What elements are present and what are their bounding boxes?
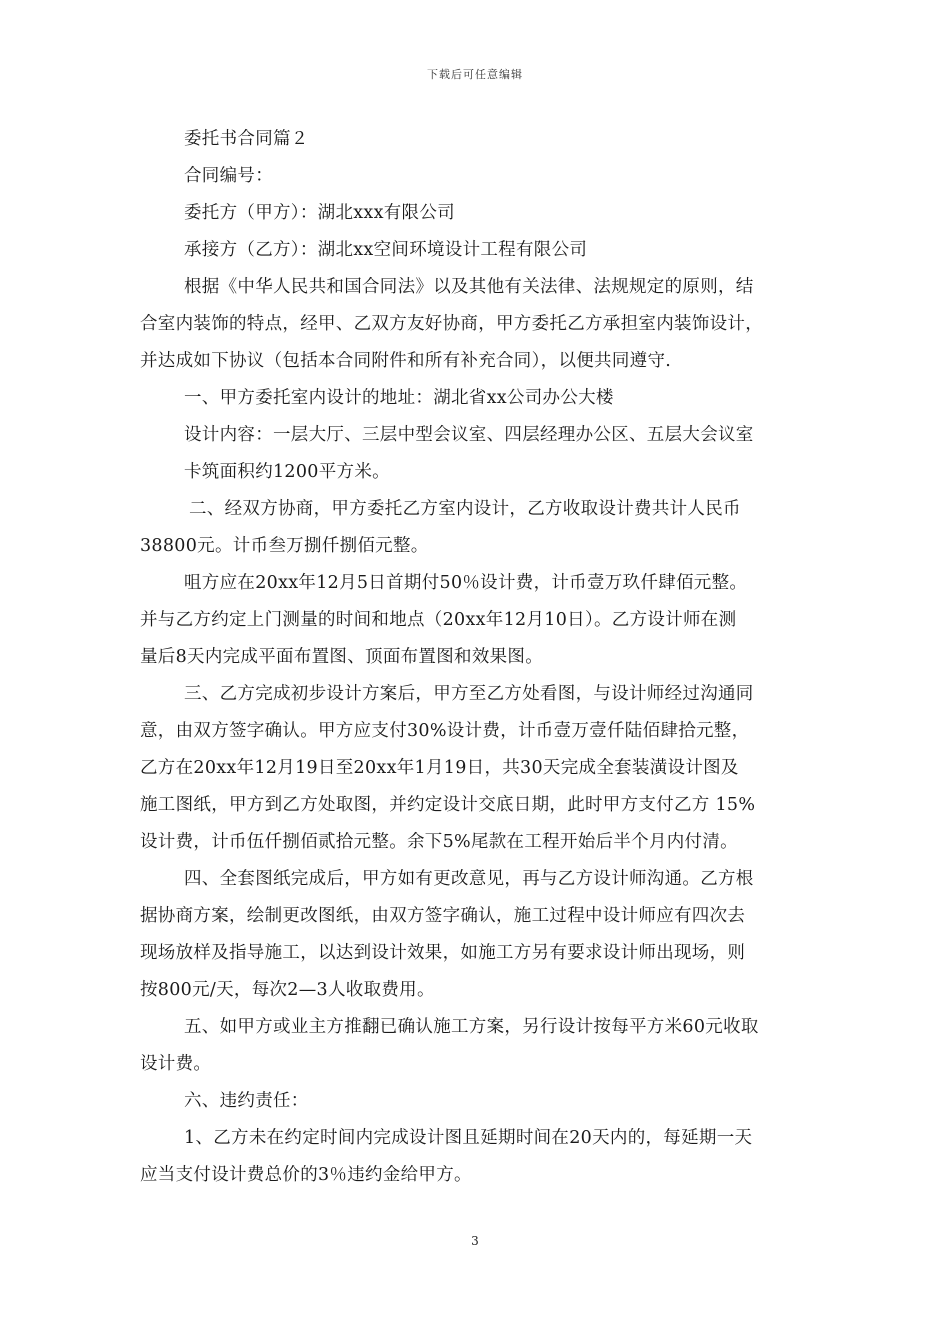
paragraph-line: 应当支付设计费总价的3％违约金给甲方。 xyxy=(140,1165,472,1185)
paragraph-line: 量后8天内完成平面布置图、顶面布置图和效果图。 xyxy=(140,647,544,667)
paragraph-line: 咀方应在20xx年12月5日首期付50％设计费，计币壹万玖仟肆佰元整。 xyxy=(184,573,748,593)
page-number: 3 xyxy=(471,1234,479,1248)
paragraph-line: 并达成如下协议（包括本合同附件和所有补充合同），以便共同遵守. xyxy=(140,351,672,371)
page-header-note: 下载后可任意编辑 xyxy=(427,68,523,81)
document-body xyxy=(140,121,810,1194)
paragraph-line: 设计费。 xyxy=(140,1054,212,1074)
paragraph-line: 38800元。计币叁万捌仟捌佰元整。 xyxy=(140,536,429,556)
paragraph-line: 合室内装饰的特点，经甲、乙双方友好协商，甲方委托乙方承担室内装饰设计， xyxy=(140,314,763,334)
paragraph-line: 卡筑面积约1200平方米。 xyxy=(184,462,390,482)
paragraph-line: 乙方在20xx年12月19日至20xx年1月19日，共30天完成全套装潢设计图及 xyxy=(140,758,739,778)
paragraph-line: 并与乙方约定上门测量的时间和地点（20xx年12月10日）。乙方设计师在测 xyxy=(140,610,737,630)
section-heading: 一、甲方委托室内设计的地址：湖北省xx公司办公大楼 xyxy=(184,388,614,408)
party-a-line: 委托方（甲方）：湖北xxx有限公司 xyxy=(184,203,455,223)
section-heading: 四、全套图纸完成后，甲方如有更改意见，再与乙方设计师沟通。乙方根 xyxy=(184,869,754,889)
paragraph-line: 1、乙方未在约定时间内完成设计图且延期时间在20天内的，每延期一天 xyxy=(184,1128,753,1148)
paragraph-line: 按800元/天，每次2—3人收取费用。 xyxy=(140,980,435,1000)
document-title: 委托书合同篇２ xyxy=(184,129,309,149)
paragraph-line: 意，由双方签字确认。甲方应支付30%设计费，计币壹万壹仟陆佰肆拾元整， xyxy=(140,721,750,741)
paragraph-line: 根据《中华人民共和国合同法》以及其他有关法律、法规规定的原则，结 xyxy=(184,277,754,297)
paragraph-line: 施工图纸，甲方到乙方处取图，并约定设计交底日期，此时甲方支付乙方 15% xyxy=(140,795,756,815)
paragraph-line: 设计费，计币伍仟捌佰贰拾元整。余下5%尾款在工程开始后半个月内付清。 xyxy=(140,832,738,852)
section-heading: 二、经双方协商，甲方委托乙方室内设计，乙方收取设计费共计人民币 xyxy=(189,499,741,519)
section-heading: 五、如甲方或业主方推翻已确认施工方案，另行设计按每平方米60元收取 xyxy=(184,1017,759,1037)
paragraph-line: 设计内容：一层大厅、三层中型会议室、四层经理办公区、五层大会议室 xyxy=(184,425,754,445)
section-heading: 六、违约责任： xyxy=(184,1091,309,1111)
paragraph-line: 现场放样及指导施工，以达到设计效果，如施工方另有要求设计师出现场，则 xyxy=(140,943,746,963)
contract-number-line: 合同编号： xyxy=(184,166,273,186)
paragraph-line: 据协商方案，绘制更改图纸，由双方签字确认，施工过程中设计师应有四次去 xyxy=(140,906,746,926)
party-b-line: 承接方（乙方）：湖北xx空间环境设计工程有限公司 xyxy=(184,240,588,260)
section-heading: 三、乙方完成初步设计方案后，甲方至乙方处看图，与设计师经过沟通同 xyxy=(184,684,754,704)
